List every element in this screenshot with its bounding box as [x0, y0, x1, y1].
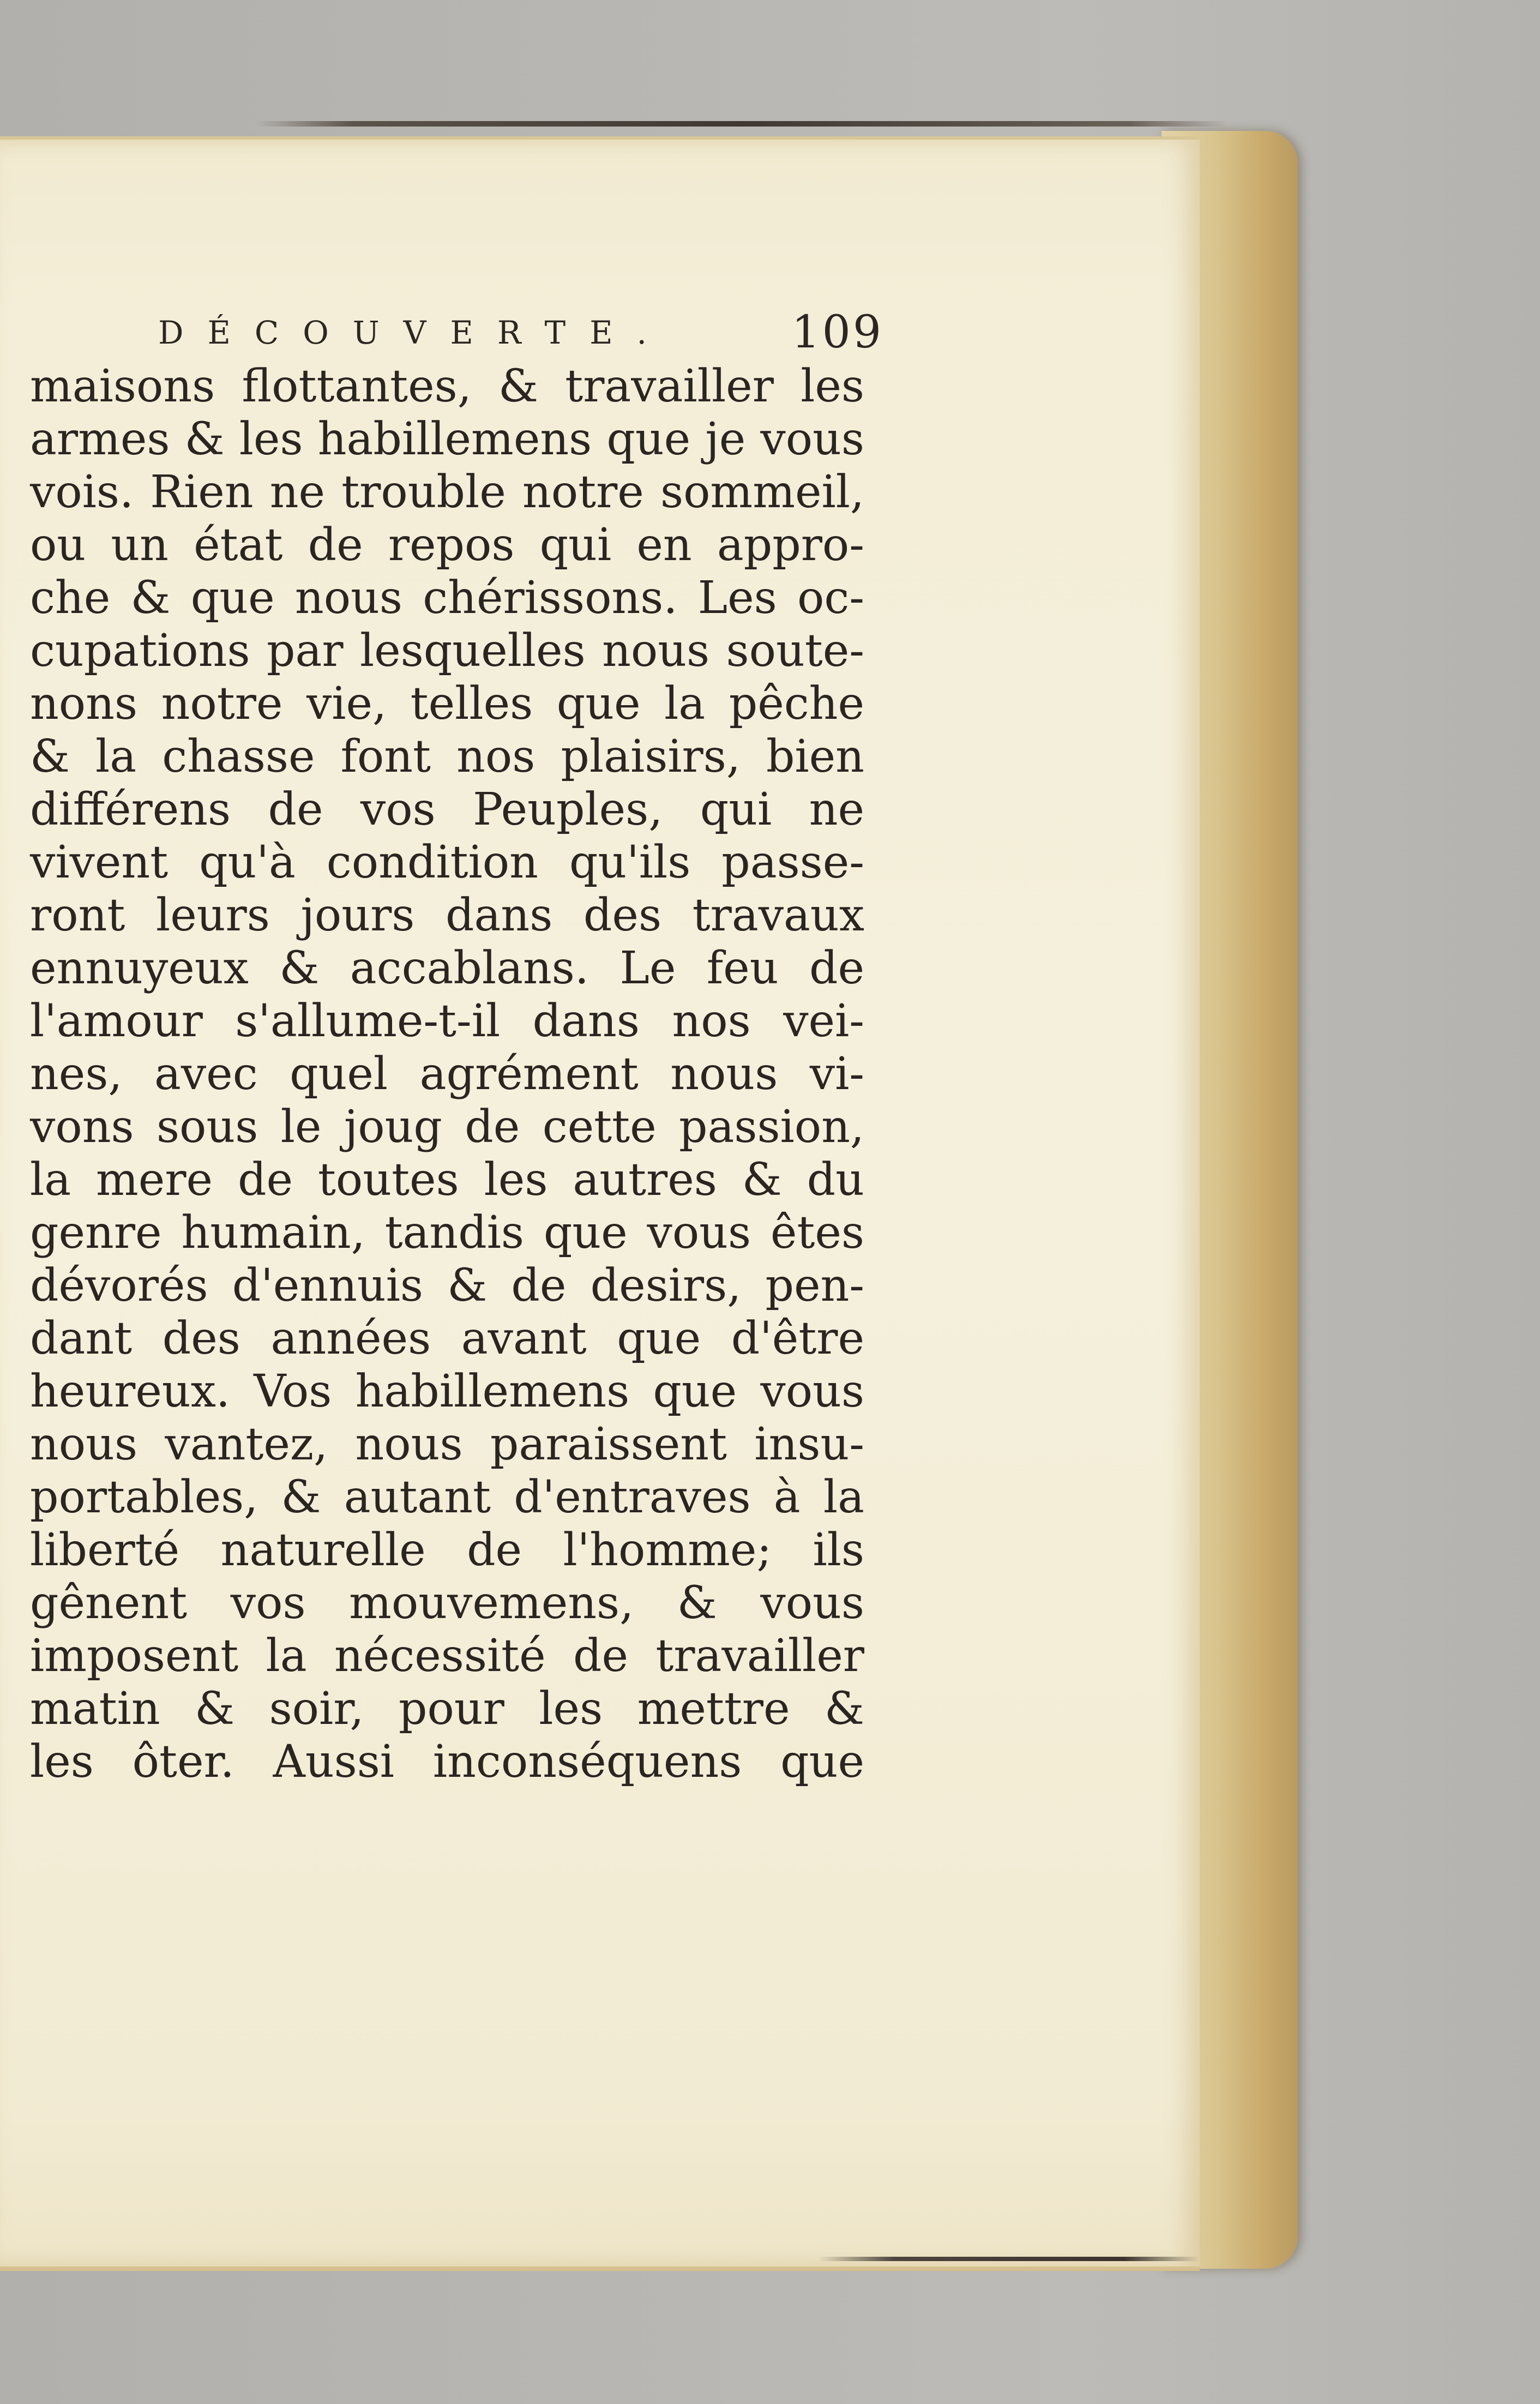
text-line: cupations par lesquelles nous soute-: [30, 625, 864, 677]
text-line: vivent qu'à condition qu'ils passe-: [30, 837, 864, 888]
text-line: l'amour s'allume-t-il dans nos vei-: [30, 995, 864, 1047]
text-line: vons sous le joug de cette passion,: [30, 1101, 864, 1153]
text-line: nous vantez, nous paraissent insu-: [30, 1419, 864, 1470]
text-line: imposent la nécessité de travailler: [30, 1630, 864, 1682]
page-number: 109: [791, 306, 883, 358]
body-text: [30, 360, 864, 1788]
text-line: ront leurs jours dans des travaux: [30, 890, 864, 941]
running-head: DÉCOUVERTE.: [158, 314, 671, 351]
text-line: dévorés d'ennuis & de desirs, pen-: [30, 1260, 864, 1312]
text-line: la mere de toutes les autres & du: [30, 1154, 864, 1206]
text-line: vois. Rien ne trouble notre sommeil,: [30, 466, 864, 518]
bottom-page-edge-shadow: [818, 2257, 1200, 2261]
text-line: heureux. Vos habillemens que vous: [30, 1366, 864, 1417]
text-line: maisons flottantes, & travailler les: [30, 360, 864, 412]
text-line: gênent vos mouvemens, & vous: [30, 1577, 864, 1629]
text-line: matin & soir, pour les mettre &: [30, 1683, 864, 1735]
text-line: dant des années avant que d'être: [30, 1313, 864, 1365]
text-line: ennuyeux & accablans. Le feu de: [30, 942, 864, 994]
text-line: nes, avec quel agrément nous vi-: [30, 1048, 864, 1100]
text-line: armes & les habillemens que je vous: [30, 413, 864, 465]
text-line: & la chasse font nos plaisirs, bien: [30, 731, 864, 783]
text-line: différens de vos Peuples, qui ne: [30, 784, 864, 836]
text-line: che & que nous chérissons. Les oc-: [30, 572, 864, 624]
page-header: [158, 305, 883, 365]
text-line: nons notre vie, telles que la pêche: [30, 678, 864, 730]
text-line: liberté naturelle de l'homme; ils: [30, 1524, 864, 1576]
text-line: genre humain, tandis que vous êtes: [30, 1207, 864, 1259]
top-page-edge-shadow: [256, 121, 1227, 127]
text-line: les ôter. Aussi inconséquens que: [30, 1736, 864, 1788]
text-line: ou un état de repos qui en appro-: [30, 519, 864, 571]
text-line: portables, & autant d'entraves à la: [30, 1471, 864, 1523]
